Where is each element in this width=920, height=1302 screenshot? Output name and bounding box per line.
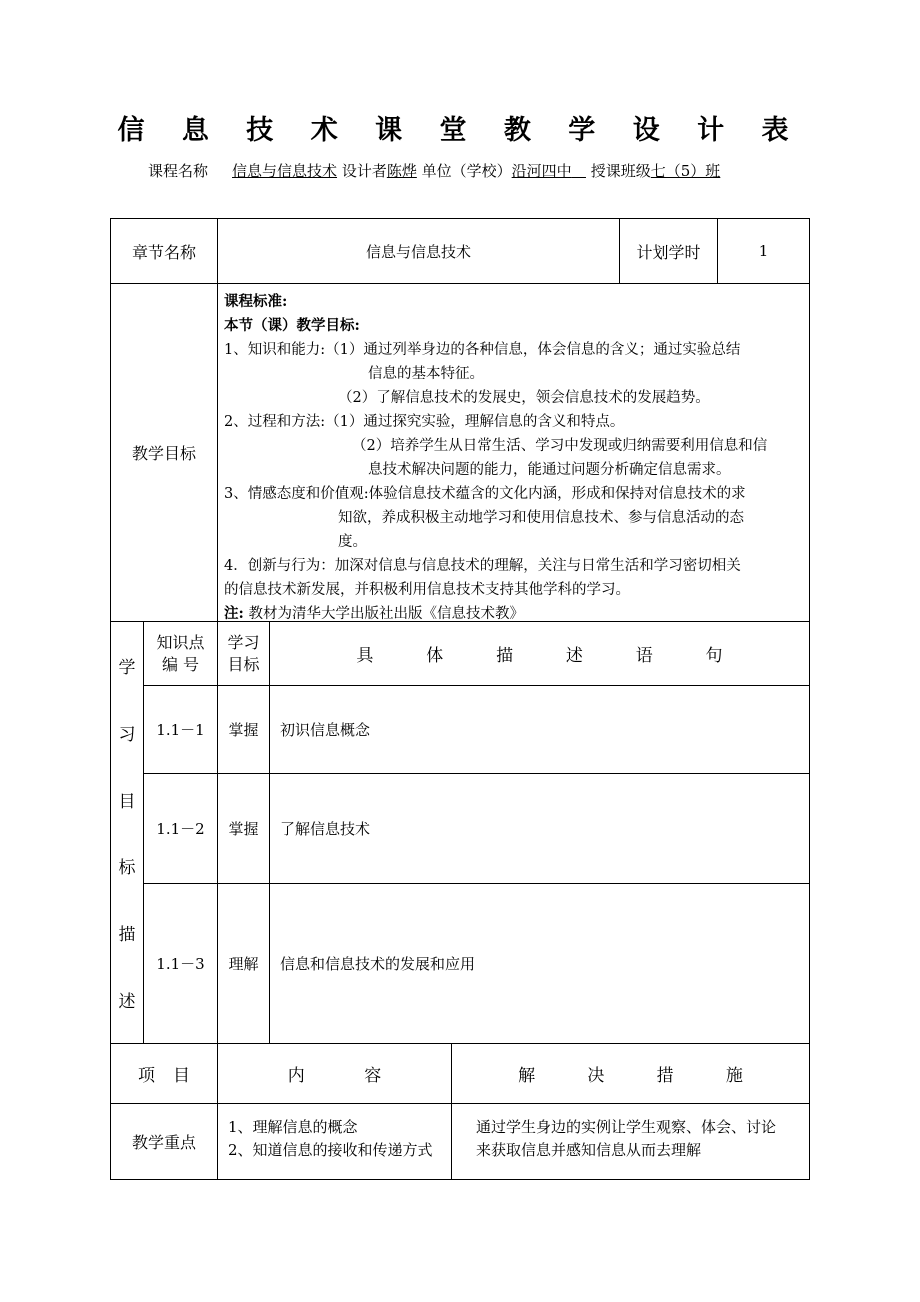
course-name-label: 课程名称	[148, 162, 209, 180]
goal-line: 4．创新与行为：加深对信息与信息技术的理解，关注与日常生活和学习密切相关	[224, 558, 741, 574]
plan-row-item: 教学重点	[111, 1103, 217, 1179]
table-row-goal: 掌握	[217, 685, 269, 773]
teaching-goals-label: 教学目标	[111, 283, 217, 621]
goal-line: 1、知识和能力:（1）通过列举身边的各种信息，体会信息的含义；通过实验总结	[224, 342, 741, 358]
designer-value: 陈烨	[386, 162, 417, 180]
table-row-goal: 掌握	[217, 773, 269, 883]
goal-line: 知欲，养成积极主动地学习和使用信息技术、参与信息活动的态	[338, 510, 744, 526]
plan-row-measures: 通过学生身边的实例让学生观察、体会、讨论 来获取信息并感知信息从而去理解	[451, 1103, 809, 1179]
course-meta-line	[148, 160, 720, 181]
goal-line: 息技术解决问题的能力，能通过问题分析确定信息需求。	[368, 462, 731, 478]
unit-label: 单位（学校）	[421, 162, 512, 180]
goal-line: 信息的基本特征。	[368, 366, 484, 382]
plan-col-measures: 解 决 措 施	[451, 1043, 809, 1103]
plan-col-item: 项 目	[111, 1043, 217, 1103]
goal-line: （2）了解信息技术的发展史，领会信息技术的发展趋势。	[338, 390, 710, 406]
page-title: 信 息 技 术 课 堂 教 学 设 计 表	[117, 115, 803, 146]
course-name-value: 信息与信息技术	[232, 162, 338, 180]
note-text: 教材为清华大学出版社出版《信息技术教》	[248, 606, 524, 622]
note-label: 注:	[224, 605, 244, 622]
table-row-code: 1.1－2	[143, 773, 217, 883]
plan-col-content: 内 容	[217, 1043, 451, 1103]
section-goals-title: 本节（课）教学目标:	[224, 317, 360, 334]
course-standard-title: 课程标准:	[224, 293, 288, 310]
learning-goals-side-label: 学 习 目 标 描 述	[111, 621, 143, 1043]
goal-line: （2）培养学生从日常生活、学习中发现或归纳需要利用信息和信	[352, 438, 768, 454]
table-row-desc: 了解信息技术	[269, 773, 809, 883]
teaching-goals-content	[217, 283, 809, 621]
goal-line: 2、过程和方法:（1）通过探究实验，理解信息的含义和特点。	[224, 414, 625, 430]
class-value: 七（5）班	[650, 162, 721, 180]
table-row-code: 1.1－3	[143, 883, 217, 1043]
goal-line: 度。	[338, 534, 367, 550]
class-label: 授课班级	[590, 162, 651, 180]
col-learning-goal: 学习目标	[217, 621, 269, 685]
hours-value: 1	[717, 219, 809, 283]
table-row-desc: 信息和信息技术的发展和应用	[269, 883, 809, 1043]
design-table	[110, 218, 810, 1180]
plan-row-content: 1、理解信息的概念 2、知道信息的接收和传递方式	[217, 1103, 451, 1179]
chapter-label: 章节名称	[131, 242, 196, 262]
designer-label: 设计者	[341, 162, 387, 180]
table-row-desc: 初识信息概念	[269, 685, 809, 773]
goal-line: 3、情感态度和价值观:体验信息技术蕴含的文化内涵，形成和保持对信息技术的求	[224, 486, 746, 502]
col-knowledge-code: 知识点编 号	[143, 621, 217, 685]
unit-value: 沿河四中	[511, 162, 572, 180]
col-description: 具 体 描 述 语 句	[269, 621, 809, 685]
goal-line: 的信息技术新发展，并积极利用信息技术支持其他学科的学习。	[224, 582, 630, 598]
table-row-code: 1.1－1	[143, 685, 217, 773]
hours-label: 计划学时	[619, 219, 717, 283]
chapter-value: 信息与信息技术	[217, 219, 619, 283]
table-row-goal: 理解	[217, 883, 269, 1043]
